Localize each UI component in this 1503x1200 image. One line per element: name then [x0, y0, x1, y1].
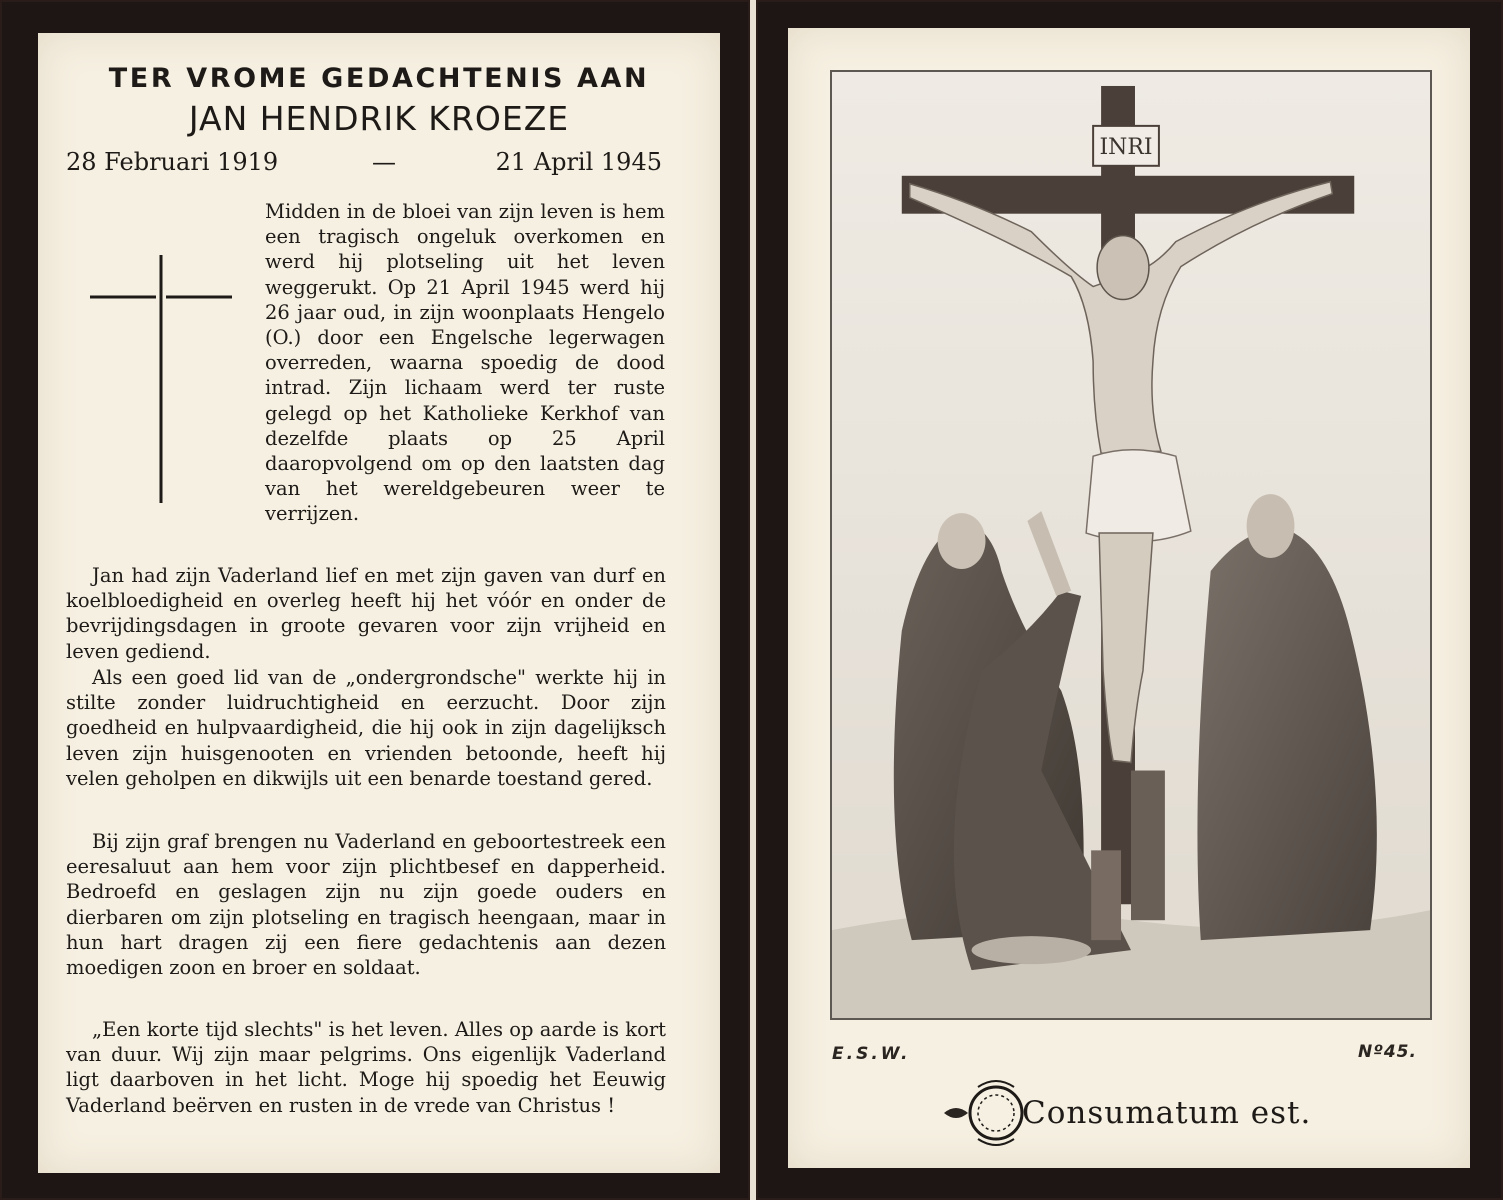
left-card-paper [38, 33, 720, 1173]
crucifixion-image [832, 72, 1430, 1018]
caption-text: Consumatum est. [1022, 1095, 1312, 1131]
crucifixion-picture [830, 70, 1432, 1020]
ornamental-flourish-icon [938, 1073, 1028, 1153]
deceased-name: JAN HENDRIK KROEZE [188, 99, 570, 138]
right-card [756, 0, 1503, 1200]
card-number: Nº45. [1358, 1042, 1417, 1062]
memorial-heading: TER VROME GEDACHTENIS AAN [108, 63, 650, 94]
obituary-paragraph: Midden in de bloei van zijn leven is hem een tragisch ongeluk overkomen en werd hij plotseling uit het leven weggerukt. Op 21 April 1945 werd hij 26 jaar oud, in zijn woonplaats Hengelo (O.) door een Engelsche legerwagen overreden, waarna spoedig de dood intrad. Zijn lichaam werd ter ruste gelegd op het Katholieke Kerkhof van dezelfde plaats op 25 April daaropvolgend om op den laatsten dag van het wereldgebeuren weer te verrijzen. [265, 200, 665, 526]
obituary-paragraph: „Een korte tijd slechts" is het leven. Alles op aarde is kort van duur. Wij zijn maar pelgrims. Ons eigenlijk Vaderland ligt daarboven in het licht. Moge hij spoedig het Eeuwig Vaderland beërven en rusten in de vrede van Christus ! [66, 1018, 666, 1117]
inri-inscription: INRI [1099, 134, 1153, 160]
birth-date: 28 Februari 1919 [66, 148, 279, 176]
cross-icon [90, 255, 232, 503]
obituary-paragraph: Als een goed lid van de „ondergrondsche" werkte hij in stilte zonder luidruchtigheid en eerzucht. Door zijn goedheid en hulpvaardigheid, die hij ook in zijn dagelijksch leven zijn huisgenooten en vrienden betoonde, heeft hij velen geholpen en dikwijls uit een benarde toestand gered. [66, 666, 666, 790]
obituary-paragraph: Bij zijn graf brengen nu Vaderland en geboortestreek een eeresaluut aan hem voor zijn plichtbesef en dapperheid. Bedroefd en geslagen zijn nu zijn goede ouders en dierbaren om zijn plotseling en tragisch heengaan, maar in hun hart dragen zij een fiere gedachtenis aan dezen moedigen zoon en broer en soldaat. [66, 830, 666, 980]
right-card-paper [788, 28, 1470, 1168]
obituary-paragraph: Jan had zijn Vaderland lief en met zijn gaven van durf en koelbloedigheid en overleg heeft hij het vóór en onder de bevrijdingsdagen in groote gevaren voor zijn vrijheid en leven gediend. [66, 564, 666, 663]
date-separator: — [372, 148, 396, 176]
death-date: 21 April 1945 [495, 148, 662, 176]
publisher-mark: E.S.W. [832, 1044, 911, 1064]
left-card [0, 0, 750, 1200]
